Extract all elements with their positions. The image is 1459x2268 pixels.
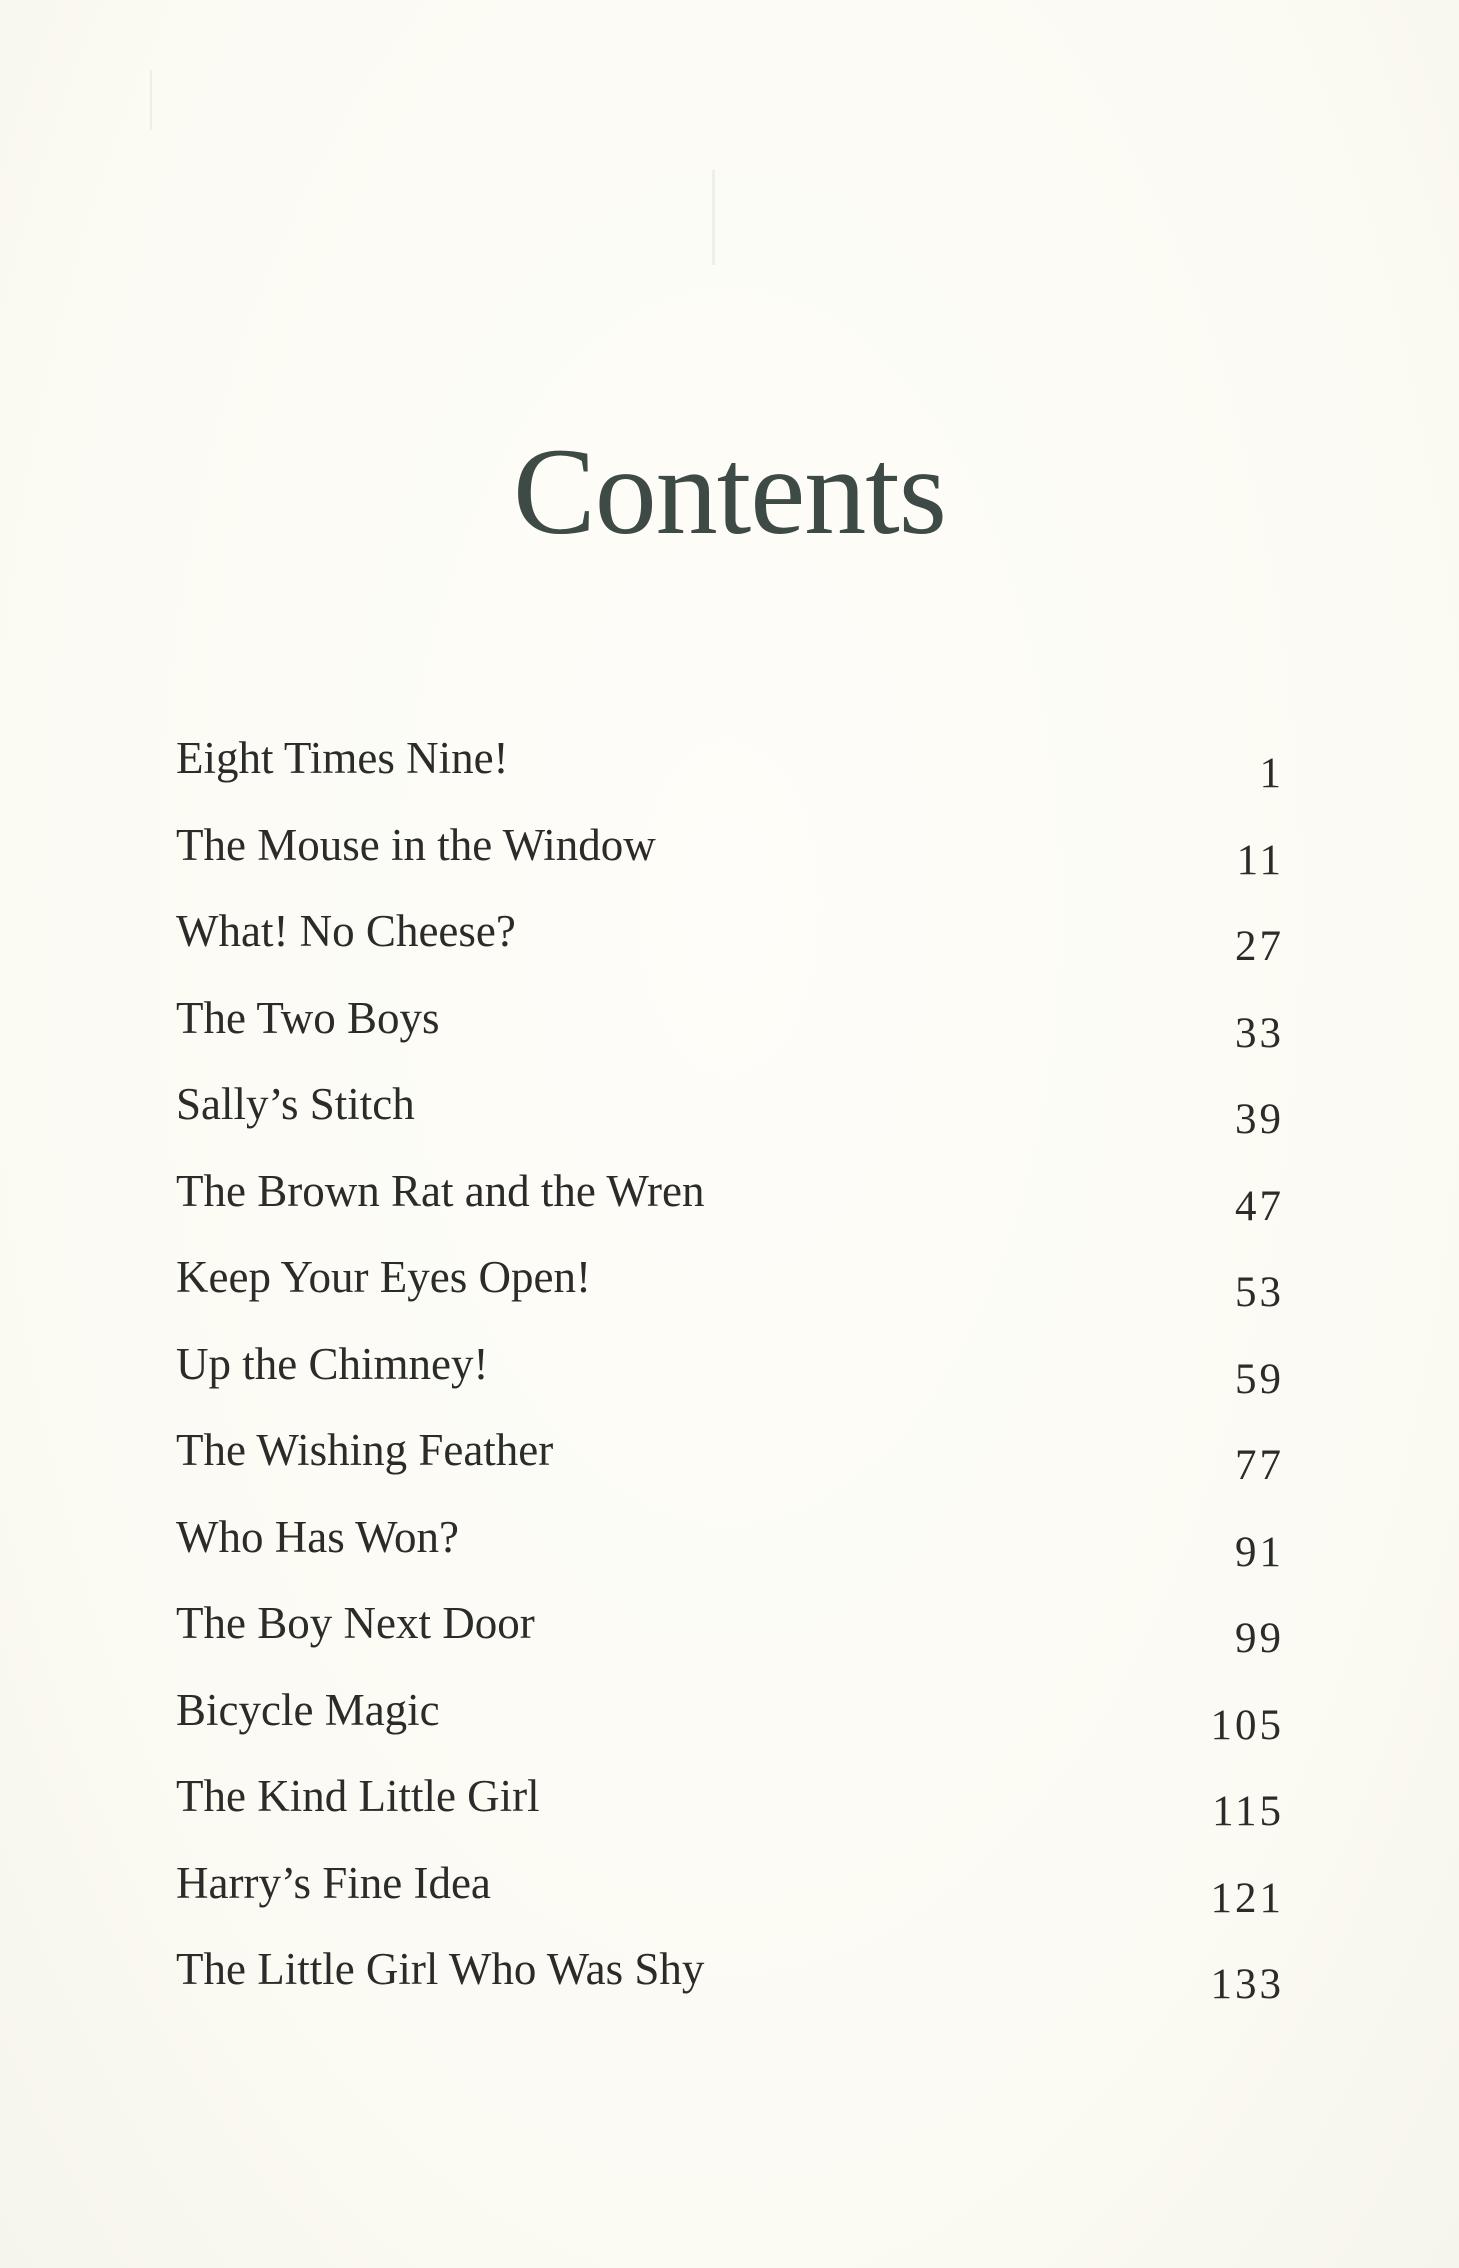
toc-entry-page: 121 bbox=[1210, 1874, 1284, 1922]
toc-entry-page: 91 bbox=[1235, 1528, 1284, 1576]
toc-entry-page: 53 bbox=[1235, 1269, 1284, 1316]
toc-entry[interactable] bbox=[176, 1766, 1284, 1853]
toc-entry-page: 39 bbox=[1235, 1096, 1284, 1143]
toc-entry-page: 99 bbox=[1235, 1615, 1284, 1662]
toc-entry[interactable] bbox=[176, 1247, 1284, 1334]
toc-entry-title: The Two Boys bbox=[176, 992, 440, 1043]
toc-entry-title: The Little Girl Who Was Shy bbox=[176, 1944, 705, 1994]
toc-entry[interactable] bbox=[176, 1074, 1284, 1161]
toc-entry-title: Who Has Won? bbox=[176, 1511, 459, 1562]
toc-entry-title: The Wishing Feather bbox=[176, 1425, 554, 1475]
toc-entry-title: The Kind Little Girl bbox=[176, 1771, 540, 1821]
toc-entry-page: 11 bbox=[1236, 836, 1284, 884]
toc-entry[interactable] bbox=[176, 1161, 1284, 1248]
toc-entry[interactable] bbox=[176, 901, 1284, 988]
toc-entry[interactable] bbox=[176, 1593, 1284, 1680]
toc-entry-page: 115 bbox=[1212, 1788, 1284, 1835]
toc-entry[interactable] bbox=[176, 728, 1284, 815]
toc-entry-page: 33 bbox=[1235, 1009, 1284, 1057]
scan-mark bbox=[150, 70, 152, 130]
scan-mark bbox=[712, 170, 715, 265]
toc-entry-title: The Brown Rat and the Wren bbox=[176, 1165, 705, 1216]
toc-entry-page: 59 bbox=[1235, 1355, 1284, 1403]
toc-entry[interactable] bbox=[176, 1680, 1284, 1767]
toc-entry-page: 47 bbox=[1235, 1182, 1284, 1230]
toc-entry-title: Keep Your Eyes Open! bbox=[176, 1252, 591, 1302]
toc-entry[interactable] bbox=[176, 815, 1284, 902]
toc-entry-title: What! No Cheese? bbox=[176, 906, 516, 956]
table-of-contents bbox=[176, 728, 1284, 2026]
toc-entry-page: 77 bbox=[1235, 1442, 1284, 1489]
toc-entry-page: 133 bbox=[1210, 1961, 1284, 2008]
toc-entry-title: The Mouse in the Window bbox=[176, 819, 656, 870]
toc-entry-title: Sally’s Stitch bbox=[176, 1079, 415, 1129]
toc-entry[interactable] bbox=[176, 1334, 1284, 1421]
toc-entry-title: Up the Chimney! bbox=[176, 1338, 489, 1389]
page-title: Contents bbox=[513, 423, 946, 560]
toc-entry-title: Bicycle Magic bbox=[176, 1684, 440, 1735]
toc-entry-title: The Boy Next Door bbox=[176, 1598, 535, 1648]
toc-entry[interactable] bbox=[176, 988, 1284, 1075]
toc-entry-title: Eight Times Nine! bbox=[176, 733, 509, 783]
toc-entry[interactable] bbox=[176, 1420, 1284, 1507]
toc-entry[interactable] bbox=[176, 1939, 1284, 2026]
toc-entry-page: 27 bbox=[1235, 923, 1284, 970]
toc-entry[interactable] bbox=[176, 1507, 1284, 1594]
toc-entry-page: 105 bbox=[1210, 1701, 1284, 1749]
toc-entry[interactable] bbox=[176, 1853, 1284, 1940]
toc-entry-page: 1 bbox=[1259, 750, 1284, 797]
toc-entry-title: Harry’s Fine Idea bbox=[176, 1857, 491, 1908]
